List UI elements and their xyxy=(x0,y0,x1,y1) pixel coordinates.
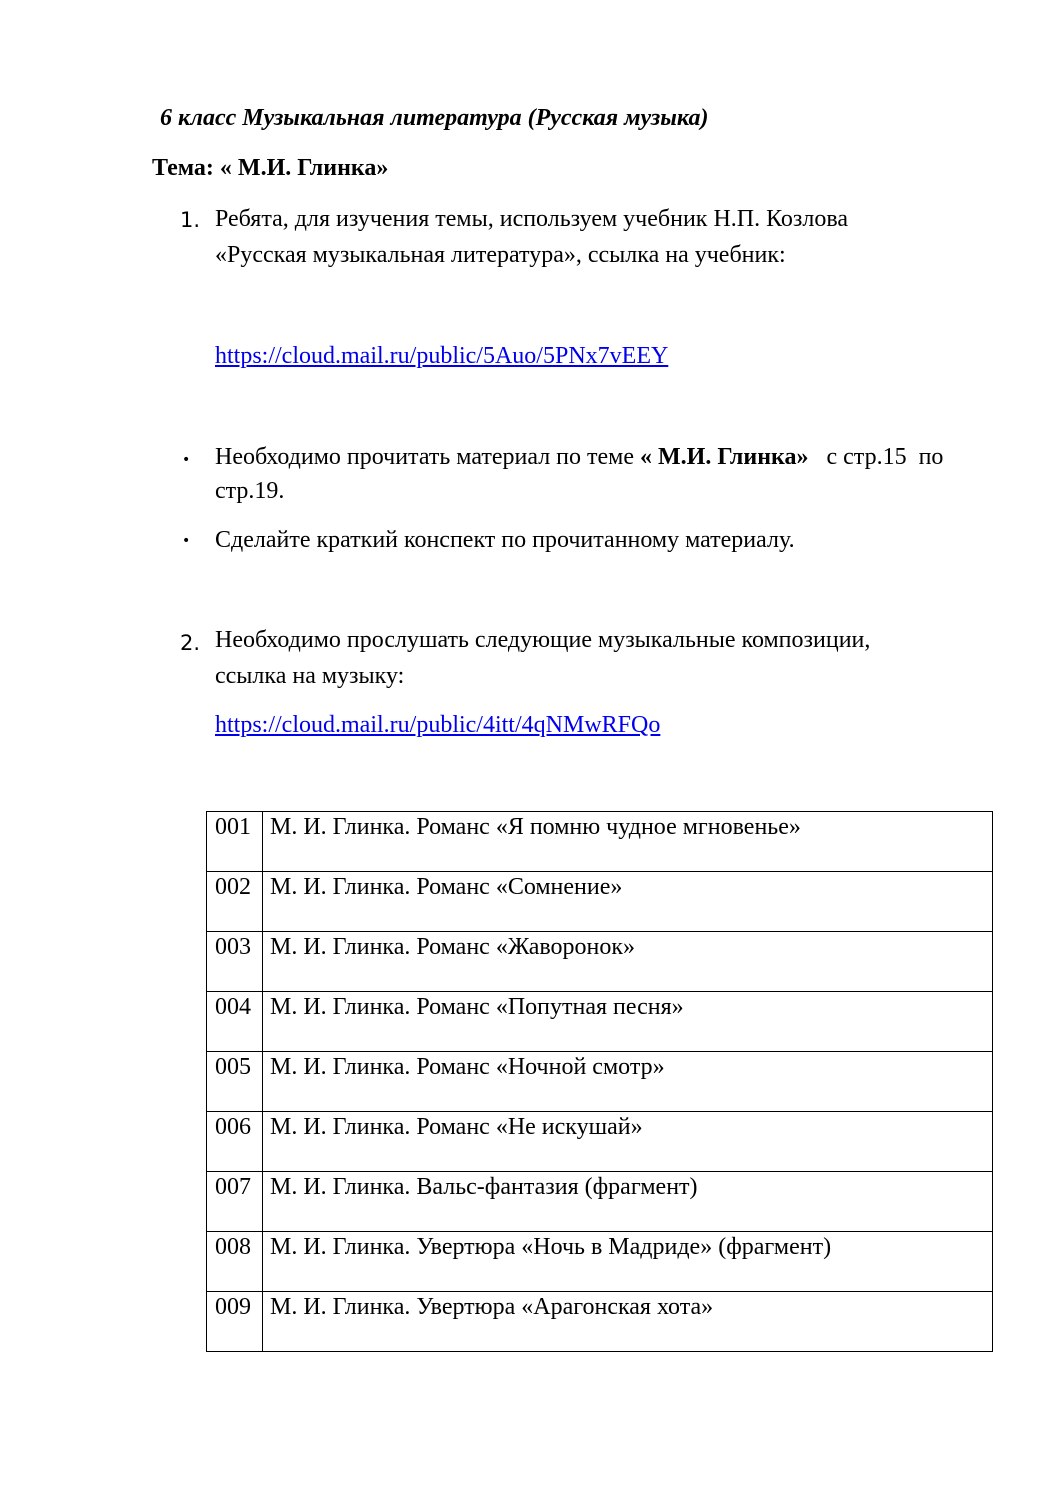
textbook-link[interactable]: https://cloud.mail.ru/public/5Auo/5PNx7vEEY xyxy=(215,343,669,369)
tracks-table xyxy=(206,811,993,1352)
track-code: 004 xyxy=(207,992,263,1052)
table-row xyxy=(207,1232,993,1292)
track-code: 005 xyxy=(207,1052,263,1112)
track-title: М. И. Глинка. Романс «Не искушай» xyxy=(263,1112,993,1172)
track-code: 006 xyxy=(207,1112,263,1172)
table-row xyxy=(207,1172,993,1232)
track-title: М. И. Глинка. Вальс-фантазия (фрагмент) xyxy=(263,1172,993,1232)
table-row xyxy=(207,872,993,932)
track-title: М. И. Глинка. Увертюра «Ночь в Мадриде» (фрагмент) xyxy=(263,1232,993,1292)
track-title: М. И. Глинка. Романс «Жаворонок» xyxy=(263,932,993,992)
music-link[interactable]: https://cloud.mail.ru/public/4itt/4qNMwRFQo xyxy=(215,712,661,738)
table-row xyxy=(207,932,993,992)
document-title: 6 класс Музыкальная литература (Русская музыка) xyxy=(160,105,709,131)
track-code: 007 xyxy=(207,1172,263,1232)
track-code: 003 xyxy=(207,932,263,992)
track-title: М. И. Глинка. Увертюра «Арагонская хота» xyxy=(263,1292,993,1352)
table-row xyxy=(207,1292,993,1352)
track-code: 009 xyxy=(207,1292,263,1352)
bullet-item-read xyxy=(215,442,943,472)
bullet-item-read-line2: стр.19. xyxy=(215,478,285,504)
task1-text-line2: «Русская музыкальная литература», ссылка на учебник: xyxy=(215,242,786,268)
bullet-item-summary: Сделайте краткий конспект по прочитанному материалу. xyxy=(215,527,795,553)
table-row xyxy=(207,1052,993,1112)
bullet-icon: • xyxy=(182,452,191,468)
topic-heading: Тема: « М.И. Глинка» xyxy=(152,155,389,181)
track-code: 002 xyxy=(207,872,263,932)
table-row xyxy=(207,812,993,872)
task2-text-line2: ссылка на музыку: xyxy=(215,663,405,689)
table-row xyxy=(207,1112,993,1172)
track-title: М. И. Глинка. Романс «Ночной смотр» xyxy=(263,1052,993,1112)
bullet-item-read-topic: « М.И. Глинка» xyxy=(640,444,809,470)
track-code: 001 xyxy=(207,812,263,872)
track-title: М. И. Глинка. Романс «Попутная песня» xyxy=(263,992,993,1052)
task2-text-line1: Необходимо прослушать следующие музыкальные композиции, xyxy=(215,627,871,653)
track-code: 008 xyxy=(207,1232,263,1292)
bullet-item-read-post: с стр.15 по xyxy=(808,444,944,470)
list-number-2: 2. xyxy=(180,631,201,655)
bullet-item-read-pre: Необходимо прочитать материал по теме xyxy=(215,444,641,470)
track-title: М. И. Глинка. Романс «Сомнение» xyxy=(263,872,993,932)
bullet-icon: • xyxy=(182,533,191,549)
table-row xyxy=(207,992,993,1052)
task1-text-line1: Ребята, для изучения темы, используем учебник Н.П. Козлова xyxy=(215,206,849,232)
list-number-1: 1. xyxy=(180,208,201,232)
track-title: М. И. Глинка. Романс «Я помню чудное мгновенье» xyxy=(263,812,993,872)
